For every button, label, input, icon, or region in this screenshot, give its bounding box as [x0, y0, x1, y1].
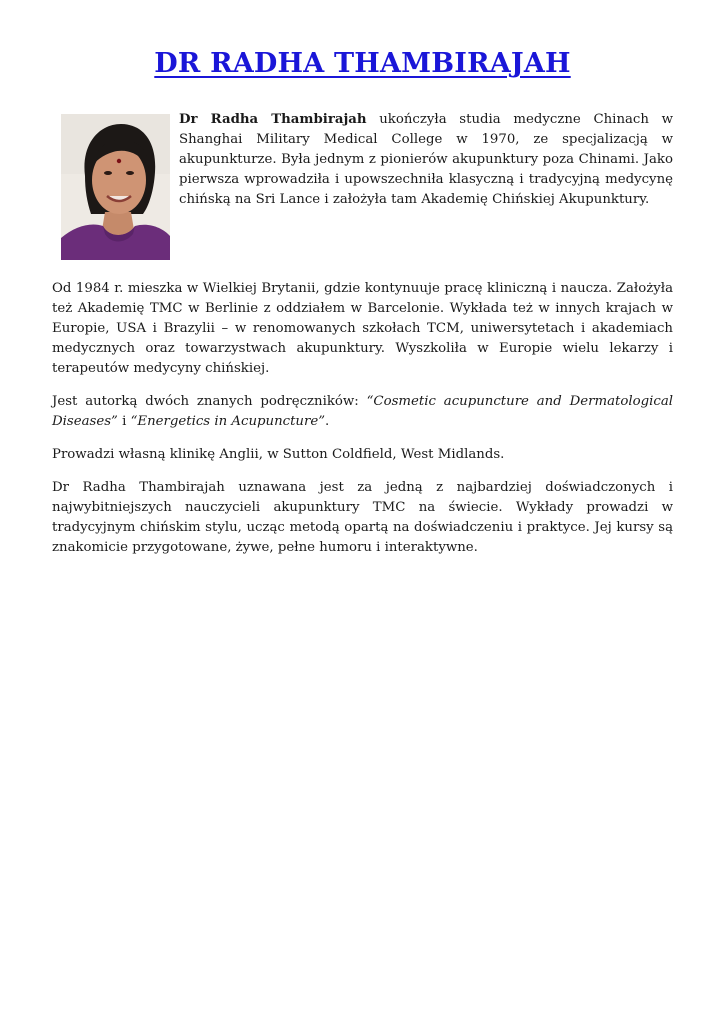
paragraph-reputation: Dr Radha Thambirajah uznawana jest za jedną z najbardziej doświadczonych i najwybitniejszych nauczycieli akupunktury TMC na świecie. Wykłady prowadzi w tradycyjnym chińskim stylu, ucząc metodą opartą na doświadczeniu i praktyce. Jej kursy są znakomicie przygotowane, żywe, pełne humoru i interaktywne. — [52, 480, 673, 555]
paragraph-books — [52, 392, 673, 432]
intro-block — [179, 110, 673, 210]
portrait-photo — [61, 114, 170, 260]
paragraph-career: Od 1984 r. mieszka w Wielkiej Brytanii, gdzie kontynuuje pracę kliniczną i naucza. Założyła też Akademię TMC w Berlinie z oddziałem w Barcelonie. Wykłada też w innych krajach w Europie, USA i Brazylii – w renomowanych szkołach TCM, uniwersytetach i akademiach medycznych oraz towarzystwach akupunktury. Wyszkoliła w Europie wielu lekarzy i terapeutów medycyny chińskiej. — [52, 281, 673, 376]
paragraph-clinic: Prowadzi własną klinikę Anglii, w Sutton Coldfield, West Midlands. — [52, 447, 505, 462]
books-connector: i — [117, 414, 131, 429]
book-title-cosmetic: “Cosmetic acupuncture and Dermatological Diseases” — [52, 394, 674, 429]
books-prefix: Jest autorką dwóch znanych podręczników: — [52, 394, 367, 409]
intro-name: Dr Radha Thambirajah — [179, 112, 367, 127]
intro-text: ukończyła studia medyczne Chinach w Shanghai Military Medical College w 1970, ze specjalizacją w akupunkturze. Była jednym z pionierów akupunktury poza Chinami. Jako pierwsza wprowadziła i upowszechniła klasyczną i tradycyjną medycynę chińską na Sri Lance i założyła tam Akademię Chińskiej Akupunktury. — [179, 112, 673, 207]
intro-paragraph — [179, 110, 673, 210]
book-title-energetics: “Energetics in Acupuncture” — [130, 414, 326, 429]
page-title[interactable]: DR RADHA THAMBIRAJAH — [154, 48, 571, 79]
books-suffix: . — [325, 414, 330, 429]
bio-body — [52, 279, 673, 571]
portrait-icon — [61, 114, 170, 260]
